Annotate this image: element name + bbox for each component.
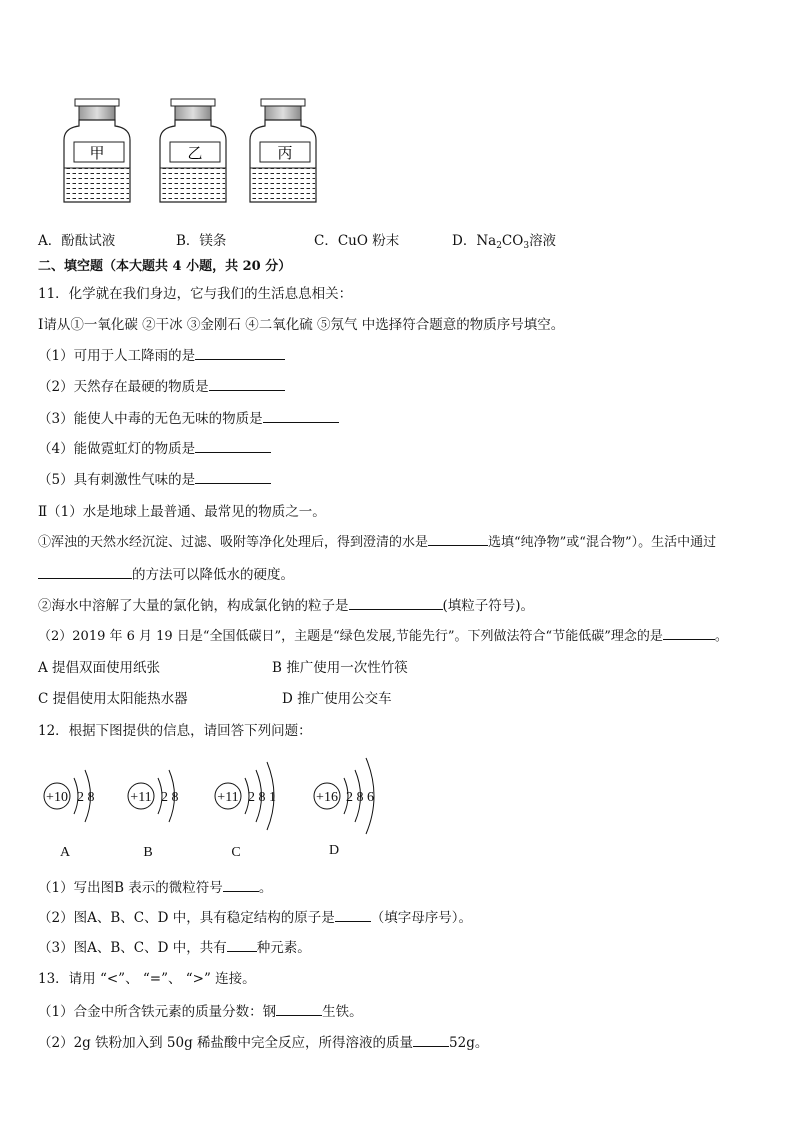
q13-item-1: （1）合金中所含铁元素的质量分数：钢 生铁。 [38, 1004, 363, 1020]
reagent-jars-figure [60, 96, 340, 206]
nucleus-charge: +11 [217, 790, 239, 805]
answer-blank[interactable] [663, 627, 715, 640]
q11-water-line2: 的方法可以降低水的硬度。 [38, 563, 294, 583]
jar-label-bing: 丙 [277, 144, 293, 162]
atom-label: A [59, 845, 71, 860]
jar-label-jia: 甲 [89, 144, 105, 162]
section-heading: 二、填空题（本大题共 4 小题，共 20 分） [38, 259, 292, 274]
option-b: B．镁条 [176, 233, 227, 249]
answer-blank[interactable] [195, 471, 271, 484]
answer-blank[interactable] [349, 597, 443, 610]
answer-blank[interactable] [38, 566, 132, 579]
answer-blank[interactable] [413, 1034, 449, 1047]
answer-blank[interactable] [263, 410, 339, 423]
option-d: D 推广使用公交车 [282, 691, 392, 707]
atom-label: C [231, 845, 241, 860]
nucleus-charge: +16 [316, 790, 338, 805]
electron-shells: 2 8 [77, 790, 95, 805]
answer-blank[interactable] [227, 939, 257, 952]
answer-blank[interactable] [428, 533, 488, 546]
q11-item-5: （5）具有刺激性气味的是 [38, 468, 271, 488]
nucleus-charge: +10 [46, 790, 68, 805]
option-a: A．酚酞试液 [38, 233, 116, 249]
electron-shells: 2 8 1 [248, 790, 276, 805]
atom-label: D [328, 843, 340, 858]
nucleus-charge: +11 [130, 790, 152, 805]
answer-blank[interactable] [195, 347, 285, 360]
q11-water-line1: ①浑浊的天然水经沉淀、过滤、吸附等净化处理后，得到澄清的水是 选填“纯净物”或“混合物”）。生活中通过 [38, 535, 717, 550]
electron-shells: 2 8 6 [346, 790, 374, 805]
q13-item-2: （2）2g 铁粉加入到 50g 稀盐酸中完全反应，所得溶液的质量 52g。 [38, 1035, 489, 1051]
option-a: A 提倡双面使用纸张 [38, 660, 161, 676]
q13-intro: 13．请用 “<”、 “=”、 “>” 连接。 [38, 971, 256, 987]
q12-item-3: （3）图A、B、C、D 中，共有 种元素。 [38, 940, 311, 956]
jar-label-yi: 乙 [187, 144, 203, 162]
q11-nacl-line: ②海水中溶解了大量的氯化钠，构成氯化钠的粒子是 (填粒子符号)。 [38, 598, 535, 614]
answer-blank[interactable] [223, 879, 259, 892]
q12-intro: 12．根据下图提供的信息，请回答下列问题： [38, 723, 312, 739]
atom-label: B [143, 845, 153, 860]
q11-item-2: （2）天然存在最硬的物质是 [38, 375, 285, 395]
answer-blank[interactable] [195, 440, 271, 453]
answer-blank[interactable] [209, 378, 285, 391]
atom-structure-diagram [30, 748, 410, 863]
q11-part2-title: Ⅱ（1）水是地球上最普通、最常见的物质之一。 [38, 504, 326, 520]
q11-item-3: （3）能使人中毒的无色无味的物质是 [38, 407, 339, 427]
q11-part1-prompt: Ⅰ请从①一氧化碳 ②干冰 ③金刚石 ④二氧化硫 ⑤氖气 中选择符合题意的物质序号填空。 [38, 317, 565, 333]
q11-item-4: （4）能做霓虹灯的物质是 [38, 437, 271, 457]
option-c: C 提倡使用太阳能热水器 [38, 691, 188, 707]
q11-intro: 11．化学就在我们身边，它与我们的生活息息相关： [38, 286, 353, 302]
option-c: C．CuO 粉末 [314, 233, 400, 249]
q11-lowcarbon-line: （2）2019 年 6 月 19 日是“全国低碳日”，主题是“绿色发展,节能先行”。下列做法符合“节能低碳”理念的是 。 [38, 629, 728, 644]
option-b: B 推广使用一次性竹筷 [272, 660, 408, 676]
electron-shells: 2 8 [161, 790, 179, 805]
q11-item-1: （1）可用于人工降雨的是 [38, 344, 285, 364]
option-d: D．$Na_2CO_3$溶液 [452, 233, 557, 251]
q12-item-1: （1）写出图B 表示的微粒符号 。 [38, 880, 273, 896]
answer-blank[interactable] [335, 909, 371, 922]
answer-blank[interactable] [276, 1003, 322, 1016]
q12-item-2: （2）图A、B、C、D 中，具有稳定结构的原子是 （填字母序号）。 [38, 910, 472, 926]
